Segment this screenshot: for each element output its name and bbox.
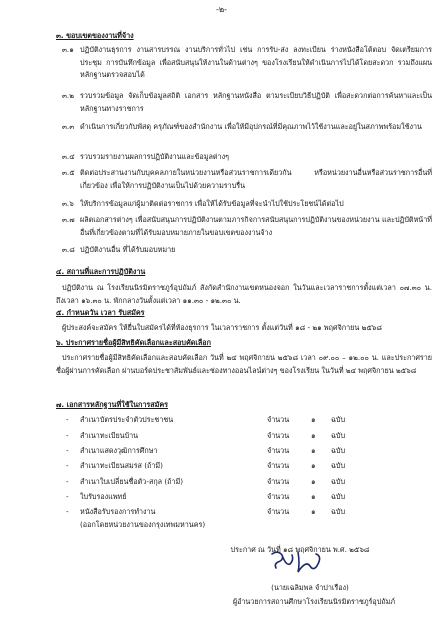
signer-title: ผู้อำนวยการสถานศึกษาโรงเรียนนิรมิตราชภูร์อุปถัมภ์ bbox=[232, 597, 396, 606]
section-3-item: ๓.๓ ดำเนินการเกี่ยวกับพัสดุ ครุภัณฑ์ของสำนักงาน เพื่อให้มีอุปกรณ์ที่มีคุณภาพไว้ใช้งานและอยู่ในสภาพพร้อมใช้งาน bbox=[62, 122, 422, 131]
section-3-heading: ๓. ขอบเขตของงานที่จ้าง bbox=[56, 31, 134, 40]
section-3-item: ๓.๔ รวบรวมรายงานผลการปฏิบัติงานและข้อมูลต่างๆ bbox=[62, 152, 229, 161]
document-row: - สำเนาทะเบียนบ้าน จำนวน ๑ ฉบับ bbox=[66, 431, 346, 440]
announce-date: ประกาศ ณ วันที่ ๑๘ พฤศจิกายน พ.ศ. ๒๕๖๘ bbox=[230, 545, 370, 554]
document-row: - ใบรับรองแพทย์ จำนวน ๑ ฉบับ bbox=[66, 492, 346, 501]
section-3-item: ๓.๘ ปฏิบัติงานอื่น ที่ได้รับมอบหมาย bbox=[62, 245, 176, 254]
signer-name: (นายเฉลิมพล จำปาเรือง) bbox=[271, 583, 349, 592]
document-note: (ออกโดยหน่วยงานของกรุงเทพมหานคร) bbox=[80, 520, 206, 529]
document-row: - สำเนาแสดงวุฒิการศึกษา จำนวน ๑ ฉบับ bbox=[66, 446, 346, 455]
page-number: -๒- bbox=[215, 5, 228, 14]
section-3-item: ๓.๖ ให้บริการข้อมูลแก่ผู้มาติดต่อราชการ เพื่อให้ได้รับข้อมูลที่จะนำไปใช้ประโยชน์ได้ต่อไป bbox=[62, 199, 344, 208]
section-3-item: ๓.๗ ผลิตเอกสารต่างๆ เพื่อสนับสนุนการปฏิบัติงานตามภารกิจการสนับสนุนการปฏิบัติงานของหน่วยงาน และปฏิบัติหน้าที่อื่นที่เกี่ยวข้องตามที่ได้รับมอบหมายภายในขอบเขตของงานจ้าง bbox=[62, 215, 432, 237]
document-row: - หนังสือรับรองการทำงาน จำนวน ๑ ฉบับ bbox=[66, 507, 346, 516]
section-3-item: ๓.๕ ติดต่อประสานงานกับบุคคลภายในหน่วยงานหรือส่วนราชการเดียวกัน หรือหน่วยงานอื่นหรือส่วนราชการอื่นที่เกี่ยวข้อง เพื่อให้การปฏิบัติงานเป็นไปด้วยความราบรื่น bbox=[62, 168, 432, 190]
section-5-text: ผู้ประสงค์จะสมัคร ให้ยื่นใบสมัครได้ที่ห้องธุรการ ในเวลาราชการ ตั้งแต่วันที่ ๑๘ - ๒๑ พฤศจิกายน ๒๕๖๘ bbox=[62, 323, 382, 332]
document-row: - สำเนาบัตรประจำตัวประชาชน จำนวน ๑ ฉบับ bbox=[66, 415, 346, 424]
section-3-item: ๓.๑ ปฏิบัติงานธุรการ งานสารบรรณ งานบริการทั่วไป เช่น การรับ-ส่ง ลงทะเบียน ร่างหนังสือโต้ตอบ จัดเตรียมการประชุม การบันทึกข้อมูล เพื่อสนับสนุนให้งานในด้านต่างๆ ของโรงเรียนให้ดำเนินการไปได้โดยสะดวก รวมถึงแผนหลักฐานตรวจสอบได้ bbox=[62, 45, 432, 79]
section-7-heading: ๗. เอกสารหลักฐานที่ใช้ในการสมัคร bbox=[56, 400, 169, 409]
section-5-heading: ๕. กำหนดวัน เวลา รับสมัคร bbox=[56, 308, 145, 317]
section-4-heading: ๔. สถานที่และการปฏิบัติงาน bbox=[56, 267, 146, 276]
section-6-heading: ๖. ประกาศรายชื่อผู้มีสิทธิคัดเลือกและสอบคัดเลือก bbox=[56, 338, 211, 347]
document-row: - สำเนาทะเบียนสมรส (ถ้ามี) จำนวน ๑ ฉบับ bbox=[66, 461, 346, 470]
section-6-text: ประกาศรายชื่อผู้มีสิทธิคัดเลือกและสอบคัดเลือก วันที่ ๒๔ พฤศจิกายน ๒๕๖๘ เวลา ๐๙.๐๐ – ๑๒.๐๐ น. และประกาศรายชื่อผู้ผ่านการคัดเลือก ผ่านบอร์ดประชาสัมพันธ์และช่องทางออนไลน์ต่างๆ ของโรงเรียน ในวันที่ ๒๔ พฤศจิกายน ๒๕๖๘ bbox=[56, 353, 432, 375]
signature-mark bbox=[268, 546, 328, 578]
section-4-text: ปฏิบัติงาน ณ โรงเรียนนิรมิตราชภูร์อุปถัมภ์ สังกัดสำนักงานเขตหนองจอก ในวันและเวลาราชการตั้งแต่เวลา ๐๗.๓๐ น. ถึงเวลา ๑๖.๓๐ น. พักกลางวันตั้งแต่เวลา ๑๑.๓๐ - ๑๒.๓๐ น. bbox=[56, 283, 432, 305]
document-row: - สำเนาใบเปลี่ยนชื่อตัว-สกุล (ถ้ามี) จำนวน ๑ ฉบับ bbox=[66, 477, 346, 486]
section-3-item: ๓.๒ รวบรวมข้อมูล จัดเก็บข้อมูลสถิติ เอกสาร หลักฐานหนังสือ ตามระเบียบวิธีปฏิบัติ เพื่อสะดวกต่อการค้นหาและเป็นหลักฐานทางราชการ bbox=[62, 91, 432, 113]
